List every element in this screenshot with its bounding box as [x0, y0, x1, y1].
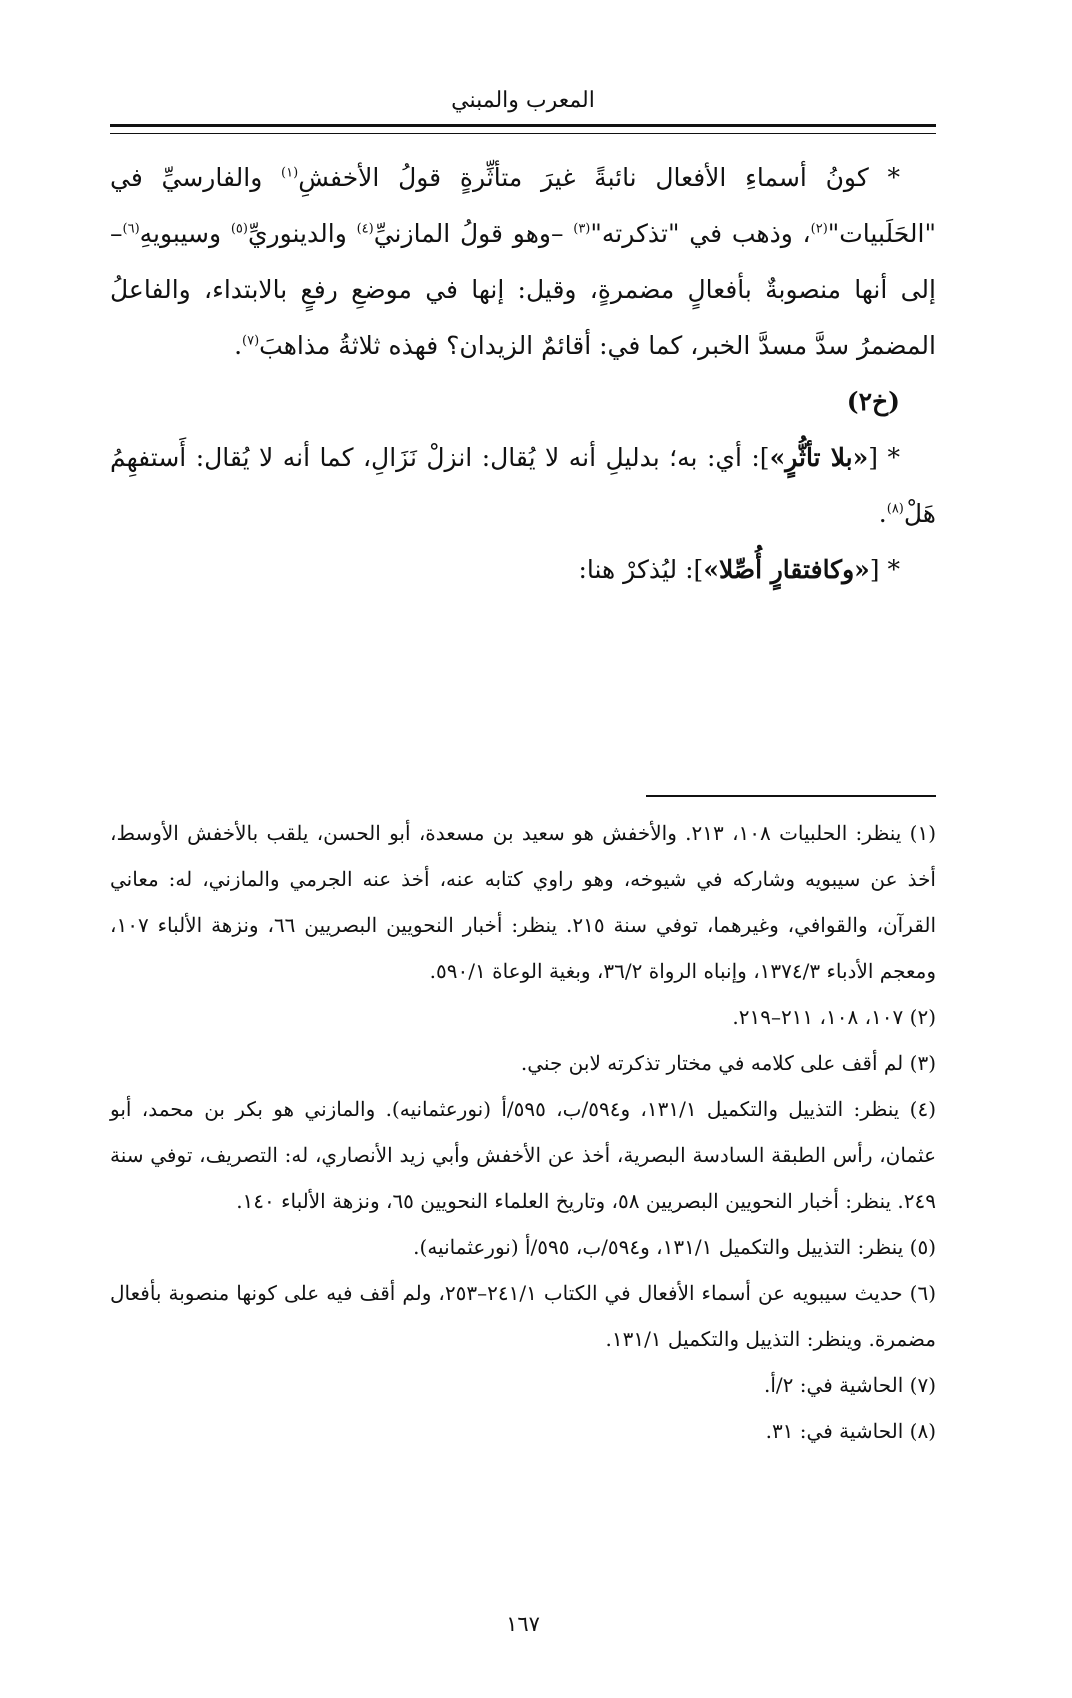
section-mark: (خ٢)	[846, 387, 900, 416]
footnote-ref-5[interactable]: (٥)	[230, 221, 248, 237]
text-run: والفارسيِّ في "الحَلَبيات"	[110, 163, 936, 248]
text-run: ، وذهب في "تذكرته"	[590, 219, 811, 248]
bracket: [	[868, 443, 879, 472]
bracket: [	[869, 555, 880, 584]
footnote-ref-7[interactable]: (٧)	[242, 333, 260, 349]
main-text	[110, 150, 936, 598]
header-rule-thin	[110, 133, 936, 134]
footnote-ref-3[interactable]: (٣)	[573, 221, 591, 237]
bracket: ]	[693, 555, 704, 584]
footnote-5: (٥) ينظر: التذييل والتكميل ١٣١/١، و٥٩٤/ب، ٥٩٥/أ (نورعثمانيه).	[413, 1235, 936, 1259]
text-run: – إلى أنها منصوبةٌ بأفعالٍ مضمرةٍ، وقيل: إنها في موضعِ رفعٍ بالابتداء، والفاعلُ المضمرُ سدَّ مسدَّ الخبر، كما في: أقائمٌ الزيدان؟ فهذه ثلاثةُ مذاهبَ	[110, 219, 936, 360]
bullet-star: *	[887, 163, 901, 192]
page-number: ١٦٧	[506, 1612, 540, 1636]
footnote-ref-2[interactable]: (٢)	[810, 221, 828, 237]
footnote-separator	[646, 795, 936, 797]
bullet-star: *	[887, 443, 900, 472]
footnote-7: (٧) الحاشية في: ٢/أ.	[764, 1373, 936, 1397]
footnote-3: (٣) لم أقف على كلامه في مختار تذكرته لابن جني.	[520, 1051, 936, 1075]
text-run: –وهو قولُ المازنيِّ	[373, 219, 564, 248]
text-run: : ليُذكرْ هنا:	[578, 555, 694, 584]
footnote-8: (٨) الحاشية في: ٣١.	[765, 1419, 936, 1443]
footnote-2: (٢) ١٠٧، ١٠٨، ٢١١–٢١٩.	[732, 1005, 936, 1029]
footnote-ref-4[interactable]: (٤)	[356, 221, 374, 237]
footnotes	[110, 810, 936, 1454]
text-run: .	[878, 499, 887, 528]
paragraph-1	[110, 150, 936, 374]
header-rule-thick	[110, 124, 936, 127]
footnote-ref-8[interactable]: (٨)	[886, 501, 904, 517]
footnote-4: (٤) ينظر: التذييل والتكميل ١٣١/١، و٥٩٤/ب، ٥٩٥/أ (نورعثمانيه). والمازني هو بكر بن محمد، أبو عثمان، رأس الطبقة السادسة البصرية، أخذ عن الأخفش وأبي زيد الأنصاري، له: التصريف، توفي سنة ٢٤٩. ينظر: أخبار النحويين البصريين ٥٨، وتاريخ العلماء النحويين ٦٥، ونزهة الألباء ١٤٠.	[110, 1097, 936, 1213]
bracket: ]	[759, 443, 770, 472]
footnote-6: (٦) حديث سيبويه عن أسماء الأفعال في الكتاب ٢٤١/١–٢٥٣، ولم أقف فيه على كونها منصوبة بأفعال مضمرة. وينظر: التذييل والتكميل ١٣١/١.	[110, 1281, 937, 1351]
text-run: .	[234, 331, 243, 360]
paragraph-3	[110, 542, 936, 598]
paragraph-2	[110, 430, 936, 542]
footnote-ref-6[interactable]: (٦)	[122, 221, 140, 237]
footnote-ref-1[interactable]: (١)	[281, 165, 299, 181]
text-run: كونُ أسماءِ الأفعال نائبةً غيرَ متأثِّرةٍ قولُ الأخفشِ	[298, 163, 869, 192]
bullet-star: *	[887, 555, 900, 584]
running-title: المعرب والمبني	[451, 88, 595, 113]
verse-quote: «وكافتقارٍ أُصِّلا»	[703, 555, 870, 584]
text-run: وسيبويهِ	[139, 219, 222, 248]
verse-quote: «بلا تأثُّرٍ»	[769, 443, 869, 472]
text-run: والدينوريِّ	[247, 219, 347, 248]
footnote-1: (١) ينظر: الحلبيات ١٠٨، ٢١٣. والأخفش هو سعيد بن مسعدة، أبو الحسن، يلقب بالأخفش الأوسط، أخذ عن سيبويه وشاركه في شيوخه، وهو راوي كتابه عنه، أخذ عنه الجرمي والمازني، له: معاني القرآن، والقوافي، وغيرهما، توفي سنة ٢١٥. ينظر: أخبار النحويين البصريين ٦٦، ونزهة الألباء ١٠٧، ومعجم الأدباء ١٣٧٤/٣، وإنباه الرواة ٣٦/٢، وبغية الوعاة ٥٩٠/١.	[110, 821, 936, 983]
text-run: : أي: به؛ بدليلِ أنه لا يُقال: انزلْ نَزَالِ، كما أنه لا يُقال: أَستفهِمُ هَلْ	[110, 443, 936, 528]
